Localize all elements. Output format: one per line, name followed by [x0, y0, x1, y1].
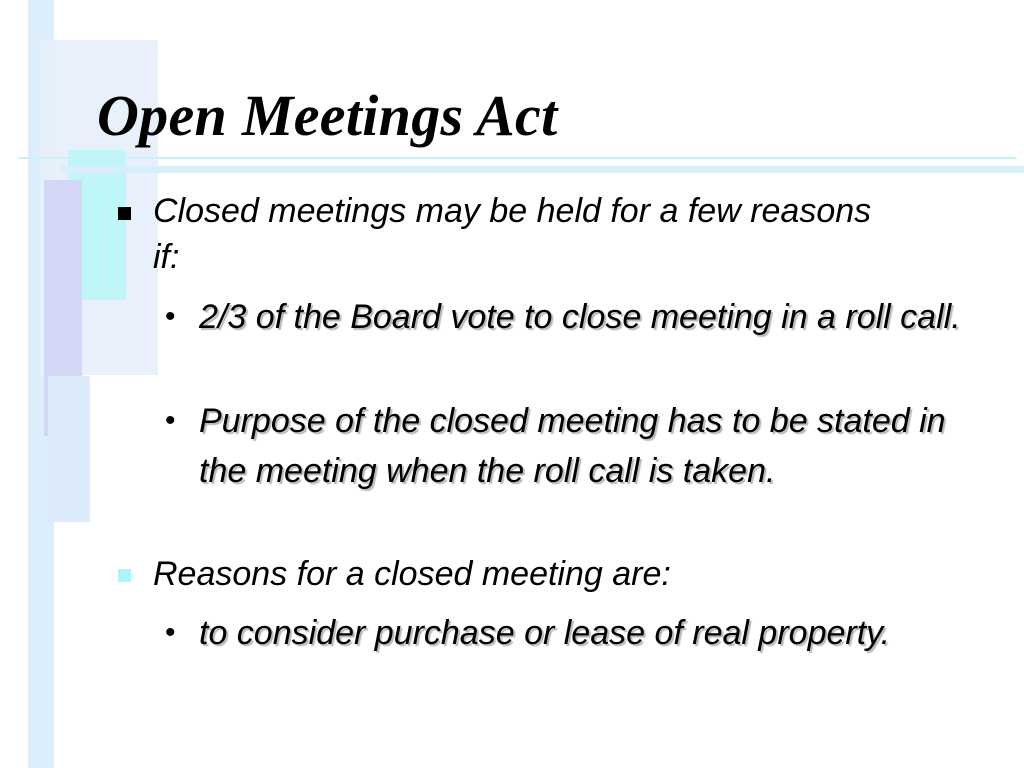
bullet-text: Closed meetings may be held for a few reasons if: — [153, 192, 872, 276]
bullet-text: Reasons for a closed meeting are: — [153, 555, 671, 593]
sub-bullet-text: Purpose of the closed meeting has to be stated in the meeting when the roll call is taken. — [199, 402, 946, 490]
sub-bullet-text: 2/3 of the Board vote to close meeting in a roll call. — [199, 298, 961, 336]
sub-bullet-text: to consider purchase or lease of real property. — [199, 614, 891, 652]
square-bullet-icon — [118, 569, 131, 582]
sub-bullet-dot-icon: • — [165, 404, 176, 437]
sub-bullet-dot-icon: • — [165, 616, 176, 649]
sub-bullet-dot-icon: • — [165, 300, 176, 333]
slide-title: Open Meetings Act — [97, 83, 558, 148]
square-bullet-icon — [118, 207, 131, 220]
